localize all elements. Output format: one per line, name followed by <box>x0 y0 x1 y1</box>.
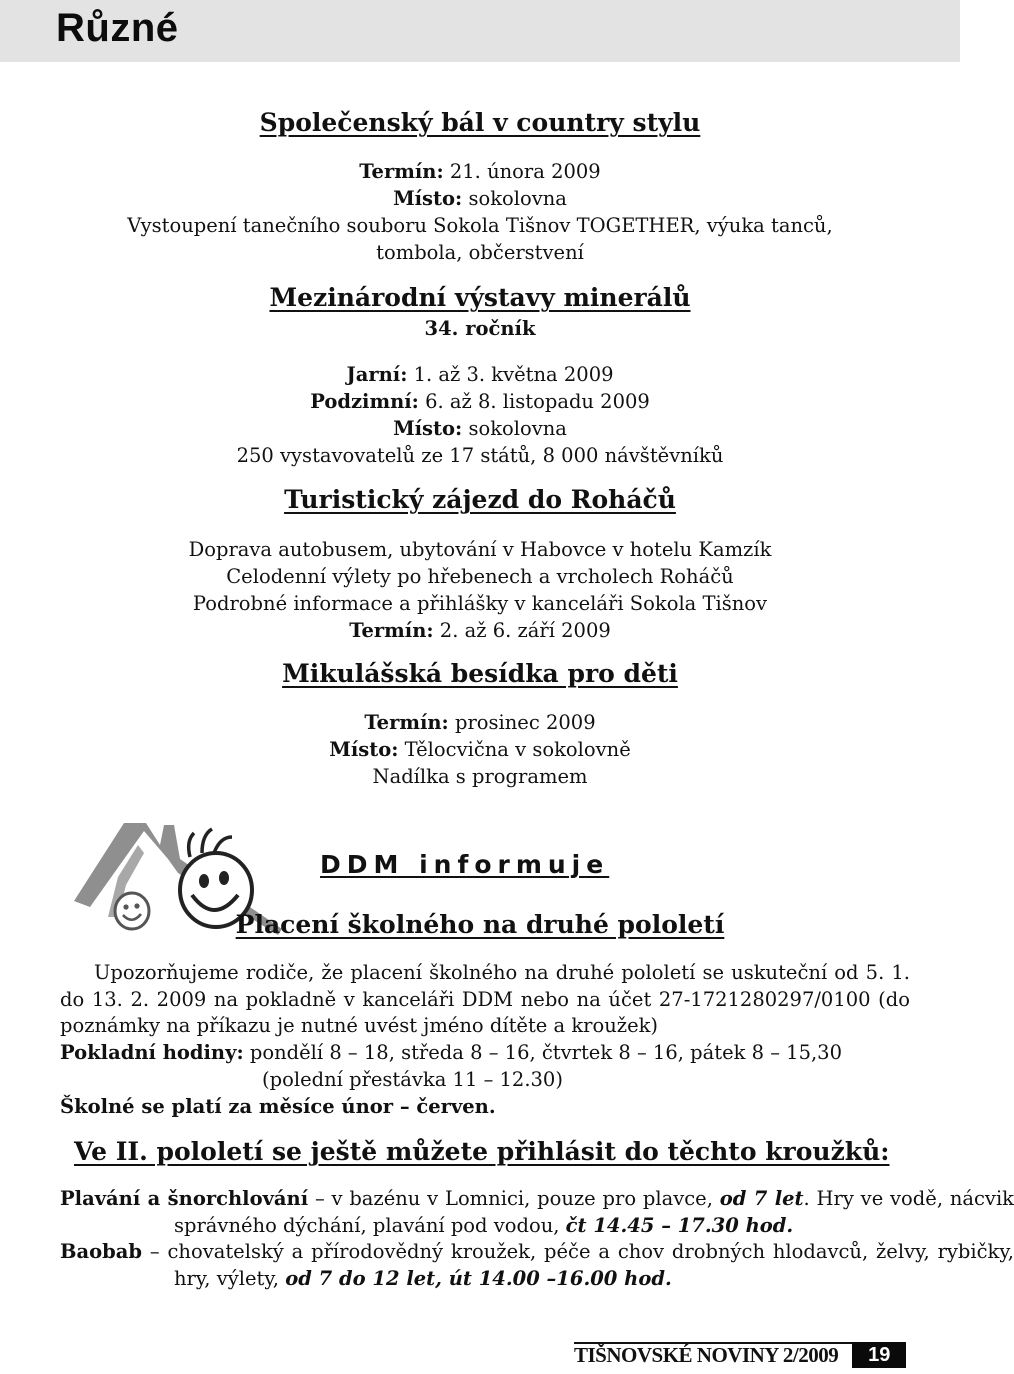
cash-hours-label: Pokladní hodiny: <box>60 1041 244 1064</box>
nicholas-date <box>0 710 960 737</box>
fee-notice: Upozorňujeme rodiče, že placení školného na druhé pololetí se uskuteční od 5. 1. do 13. 2. 2009 na pokladně v kanceláři DDM nebo na účet 27-1721280297/0100 (do poznámky na příkazu je nutné uvést jméno dítěte a kroužek) <box>60 961 910 1037</box>
trip-date <box>0 618 960 645</box>
ball-date <box>0 159 960 186</box>
course-swimming-text-1: – v bazénu v Lomnici, pouze pro plavce, <box>308 1187 720 1210</box>
minerals-spring-value: 1. až 3. května 2009 <box>407 363 614 386</box>
minerals-spring-label: Jarní: <box>346 363 408 386</box>
minerals-title: Mezinárodní výstavy minerálů <box>269 283 691 312</box>
minerals-autumn <box>0 389 960 416</box>
ball-date-label: Termín: <box>359 160 444 183</box>
minerals-stats: 250 vystavovatelů ze 17 států, 8 000 návštěvníků <box>236 444 724 467</box>
trip-date-label: Termín: <box>349 619 434 642</box>
minerals-place <box>0 416 960 443</box>
cash-hours-value: pondělí 8 – 18, středa 8 – 16, čtvrtek 8 – 16, pátek 8 – 15,30 <box>243 1041 842 1064</box>
nicholas-date-label: Termín: <box>364 711 449 734</box>
ball-place-label: Místo: <box>393 187 463 210</box>
fee-title: Placení školného na druhé pololetí <box>235 910 725 939</box>
nicholas-program: Nadílka s programem <box>372 765 588 788</box>
page-title: Různé <box>56 6 179 50</box>
trip-line-1: Doprava autobusem, ubytování v Habovce v hotelu Kamzík <box>188 538 772 561</box>
minerals-place-value: sokolovna <box>462 417 567 440</box>
trip-line-3: Podrobné informace a přihlášky v kanceláři Sokola Tišnov <box>192 592 768 615</box>
ball-desc-2: tombola, občerstvení <box>376 241 584 264</box>
course-swimming-age: od 7 let <box>719 1187 804 1210</box>
footer-publication: TIŠNOVSKÉ NOVINY 2/2009 <box>574 1342 839 1367</box>
course-swimming-time: čt 14.45 – 17.30 hod. <box>565 1213 794 1237</box>
ball-date-value: 21. února 2009 <box>443 160 601 183</box>
trip-title: Turistický zájezd do Roháčů <box>284 485 676 514</box>
courses-title: Ve II. pololetí se ještě můžete přihlásit do těchto kroužků: <box>74 1137 890 1166</box>
trip-line-2: Celodenní výlety po hřebenech a vrcholech Roháčů <box>226 565 734 588</box>
nicholas-place-value: Tělocvična v sokolovně <box>398 738 631 761</box>
cash-hours <box>60 1040 910 1067</box>
nicholas-place-label: Místo: <box>329 738 399 761</box>
ball-place-value: sokolovna <box>462 187 567 210</box>
nicholas-title: Mikulášská besídka pro děti <box>282 659 678 688</box>
minerals-place-label: Místo: <box>393 417 463 440</box>
minerals-spring <box>0 362 960 389</box>
course-baobab-name: Baobab <box>60 1240 143 1263</box>
fee-months: Školné se platí za měsíce únor – červen. <box>60 1095 496 1118</box>
course-swimming-text-2: . Hry ve vodě, nácvik správného dýchání, plavání pod vodou, <box>174 1187 1014 1237</box>
ddm-title: DDM informuje <box>320 850 610 879</box>
course-baobab-time: od 7 do 12 let, út 14.00 –16.00 hod. <box>285 1266 672 1290</box>
ball-title: Společenský bál v country stylu <box>259 108 701 137</box>
course-baobab <box>60 1239 1014 1292</box>
trip-date-value: 2. až 6. září 2009 <box>433 619 611 642</box>
cash-hours-note: (polední přestávka 11 – 12.30) <box>262 1068 563 1091</box>
page-number: 19 <box>852 1342 906 1368</box>
course-swimming-name: Plavání a šnorchlování <box>60 1187 309 1210</box>
course-swimming <box>60 1186 1014 1239</box>
minerals-autumn-value: 6. až 8. listopadu 2009 <box>418 390 650 413</box>
footer <box>574 1340 906 1370</box>
nicholas-date-value: prosinec 2009 <box>448 711 596 734</box>
ball-desc-1: Vystoupení tanečního souboru Sokola Tišnov TOGETHER, výuka tanců, <box>127 214 833 237</box>
minerals-autumn-label: Podzimní: <box>310 390 419 413</box>
ball-place <box>0 186 960 213</box>
minerals-edition: 34. ročník <box>424 317 536 340</box>
course-baobab-text: – chovatelský a přírodovědný kroužek, péče a chov drobných hlodavců, želvy, rybičky, hry, výlety, <box>142 1240 1014 1290</box>
nicholas-place <box>0 737 960 764</box>
